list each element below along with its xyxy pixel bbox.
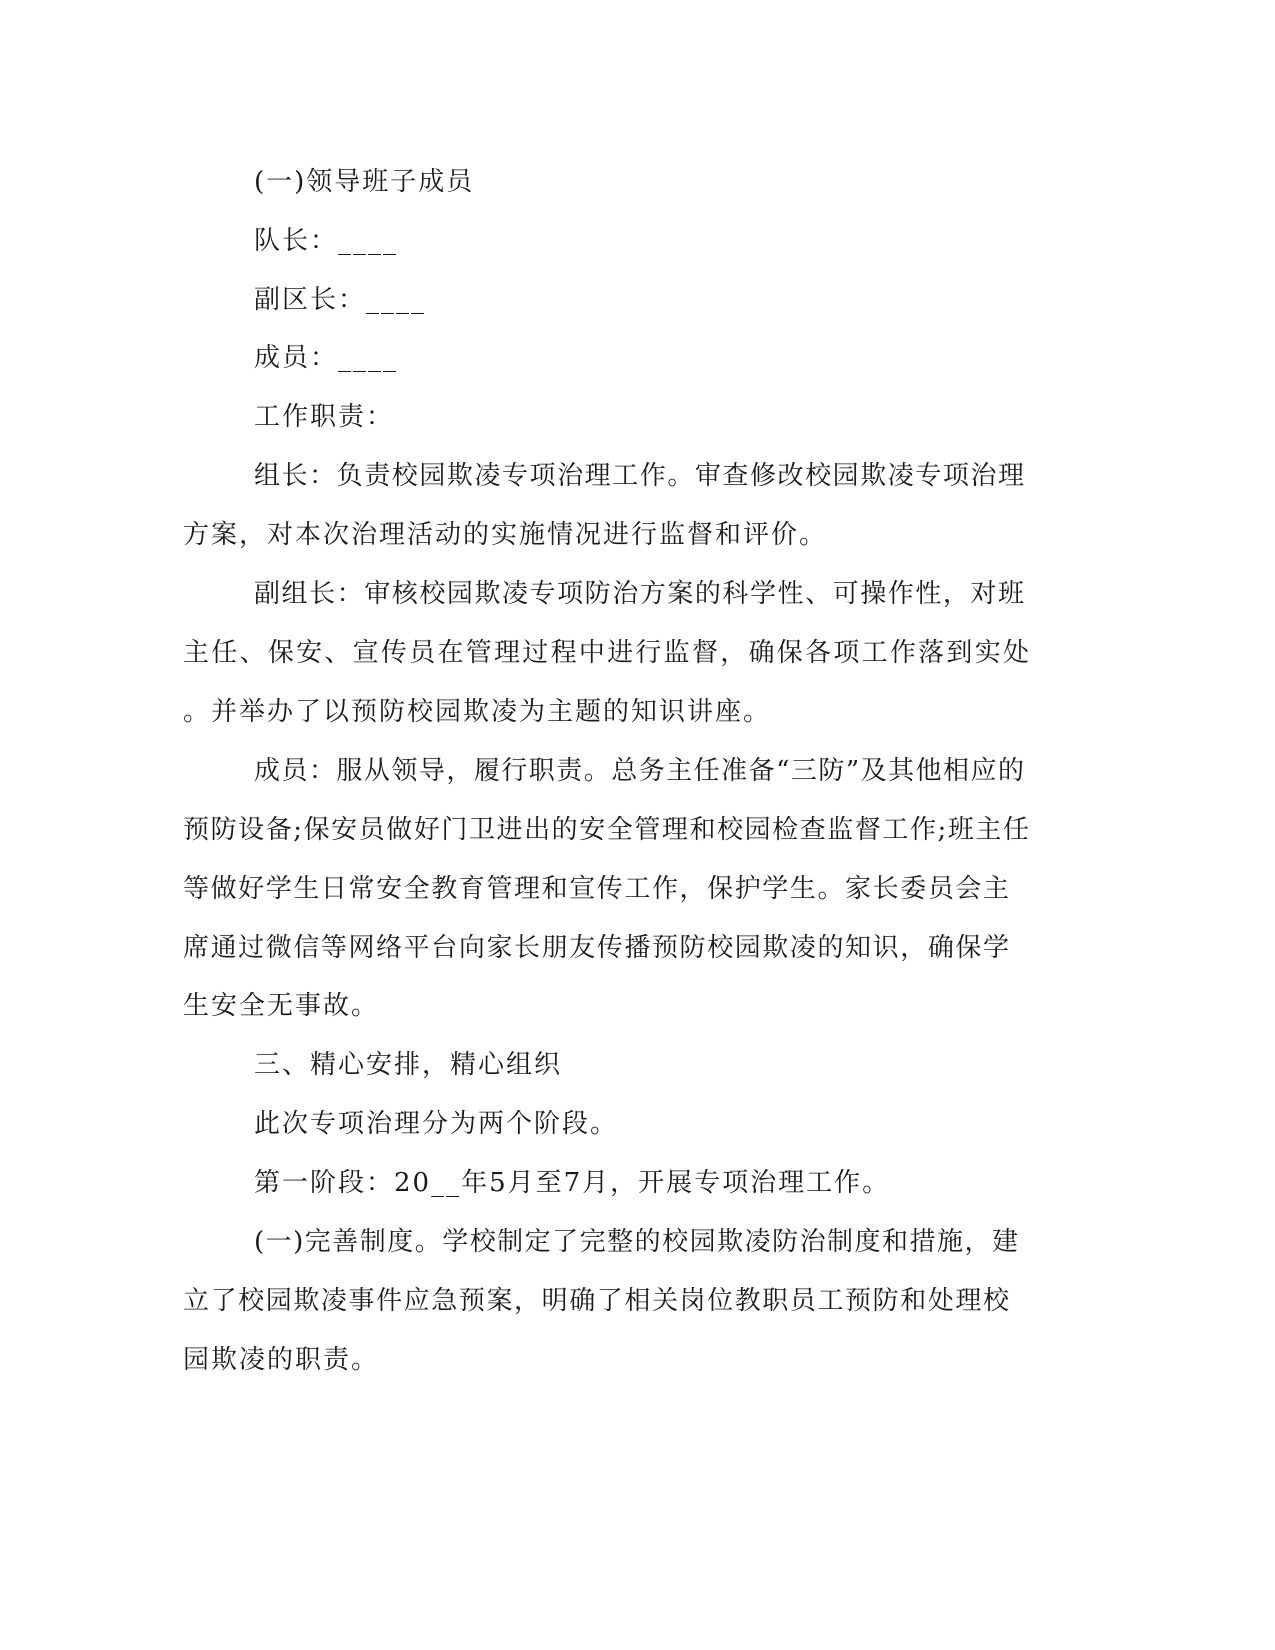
section-heading-arrangement: 三、精心安排，精心组织 xyxy=(254,1050,563,1080)
system-line-3: 园欺凌的职责。 xyxy=(183,1345,380,1375)
leader-duty-line-1: 组长：负责校园欺凌专项治理工作。审查修改校园欺凌专项治理 xyxy=(254,461,1024,491)
member-duty-line-5: 生安全无事故。 xyxy=(183,991,380,1021)
leader-duty-line-2: 方案，对本次治理活动的实施情况进行监督和评价。 xyxy=(183,520,828,550)
system-line-1: (一)完善制度。学校制定了完整的校园欺凌防治制度和措施，建 xyxy=(254,1227,1018,1257)
deputy-duty-line-2: 主任、保安、宣传员在管理过程中进行监督，确保各项工作落到实处 xyxy=(183,638,1029,668)
deputy-duty-line-1: 副组长：审核校园欺凌专项防治方案的科学性、可操作性，对班 xyxy=(254,579,1024,609)
stages-intro: 此次专项治理分为两个阶段。 xyxy=(254,1109,619,1139)
stage-one-heading: 第一阶段：20__年5月至7月，开展专项治理工作。 xyxy=(254,1168,891,1198)
members-field: 成员：____ xyxy=(254,343,399,373)
member-duty-line-3: 等做好学生日常安全教育管理和宣传工作，保护学生。家长委员会主 xyxy=(183,874,1009,904)
section-heading-leadership: (一)领导班子成员 xyxy=(254,167,475,197)
deputy-head-field: 副区长：____ xyxy=(254,285,427,315)
deputy-duty-line-3: 。并举办了以预防校园欺凌为主题的知识讲座。 xyxy=(183,697,772,727)
member-duty-line-1: 成员：服从领导，履行职责。总务主任准备“三防”及其他相应的 xyxy=(254,756,1024,786)
captain-field: 队长：____ xyxy=(254,226,399,256)
member-duty-line-2: 预防设备;保安员做好门卫进出的安全管理和校园检查监督工作;班主任 xyxy=(183,815,1029,845)
duties-heading: 工作职责： xyxy=(254,402,395,432)
member-duty-line-4: 席通过微信等网络平台向家长朋友传播预防校园欺凌的知识，确保学 xyxy=(183,933,1009,963)
system-line-2: 立了校园欺凌事件应急预案，明确了相关岗位教职员工预防和处理校 xyxy=(183,1286,1009,1316)
